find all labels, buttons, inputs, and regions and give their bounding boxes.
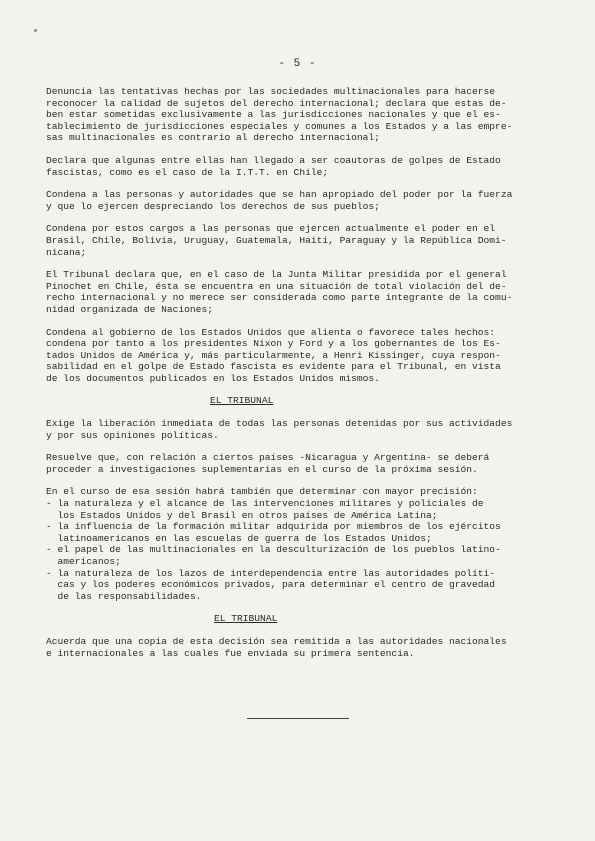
paragraph-itt-chile: Declara que algunas entre ellas han llegado a ser coautoras de golpes de Estado fascistas, como es el caso de la I.T.T. en Chile;	[46, 154, 501, 178]
section-heading-tribunal-2: EL TRIBUNAL	[214, 613, 278, 625]
paragraph-next-session: En el curso de esa sesión habrá también que determinar con mayor precisión: - la naturaleza y el alcance de las intervenciones militares y policiales de los Estados Unidos y del Brasil en otros países de América Latina; - la influencia de la formación militar adquirida por miembros de los ejércitos latinoamericanos en las escuelas de guerra de los Estados Unidos; - el papel de las multinacionales en la desculturización de los pueblos latino- americanos; - la naturaleza de los lazos de interdependencia entre las autoridades políti- cas y los poderes económicos privados, para determinar el centro de gravedad de las responsabilidades.	[46, 486, 501, 602]
closing-rule	[247, 718, 349, 719]
paragraph-multinationals: Denuncia las tentativas hechas por las sociedades multinacionales para hacerse reconocer la calidad de sujetos del derecho internacional; declara que estas de- ben estar sometidas exclusivamente a las jurisdicciones nacionales y que el es- tablecimiento de jurisdicciones especiales y comunes a los Estados y a las empre- sas multinacionales es contrario al derecho internacional;	[46, 86, 513, 144]
paragraph-copy-decision: Acuerda que una copia de esta decisión sea remitida a las autoridades nacionales e internacionales a las cuales fue enviada su primera sentencia.	[46, 635, 507, 659]
document-body	[46, 86, 556, 670]
paragraph-condemn-us: Condena al gobierno de los Estados Unidos que alienta o favorece tales hechos: condena por tanto a los presidentes Nixon y Ford y a los gobernantes de los Es- tados Unidos de América y, más particularmente, a Henri Kissinger, cuya respon- sabilidad en el golpe de Estado fascista es evidente para el Tribunal, en vista de los documentos publicados en los Estados Unidos mismos.	[46, 326, 501, 384]
paragraph-liberation: Exige la liberación inmediata de todas las personas detenidas por sus actividades y por sus opiniones políticas.	[46, 418, 513, 441]
paragraph-junta-chile: El Tribunal declara que, en el caso de la Junta Militar presidida por el general Pinochet en Chile, ésta se encuentra en una situación de total violación del de- recho internacional y no merece ser considerada como parte integrante de la comu- nidad organizada de Naciones;	[46, 269, 513, 315]
page-number: - 5 -	[278, 58, 317, 70]
section-heading-tribunal: EL TRIBUNAL	[210, 395, 274, 407]
paragraph-condemn-countries: Condena por estos cargos a las personas que ejercen actualmente el poder en el Brasil, Chile, Bolivia, Uruguay, Guatemala, Haiti, Paraguay y la República Domi- nicana;	[46, 223, 507, 258]
paper-speck	[34, 29, 37, 32]
paragraph-condemn-authorities: Condena a las personas y autoridades que se han apropiado del poder por la fuerza y que lo ejercen despreciando los derechos de sus pueblos;	[46, 189, 513, 212]
paragraph-investigations: Resuelve que, con relación a ciertos países -Nicaragua y Argentina- se deberá proceder a investigaciones suplementarias en el curso de la próxima sesión.	[46, 452, 490, 475]
